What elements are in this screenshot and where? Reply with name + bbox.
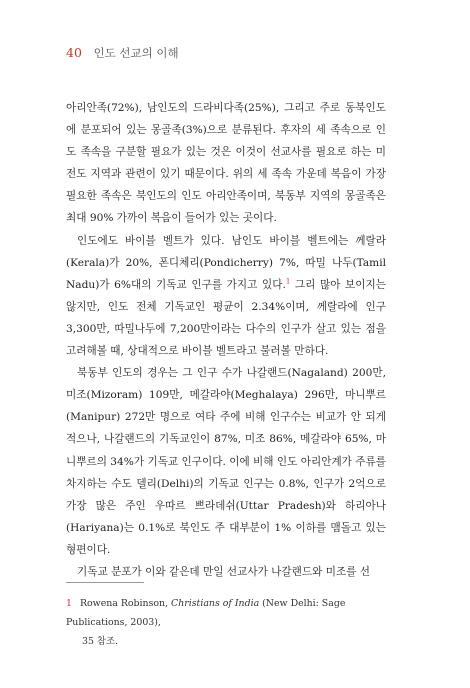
paragraph bbox=[66, 230, 386, 363]
paragraph: 아리안족(72%), 남인도의 드라비다족(25%), 그리고 주로 동북인도에 분포되어 있는 몽골족(3%)으로 분류된다. 후자의 세 족속으로 인도 족속을 구분할 필요가 있는 것은 이것이 선교사를 필요로 하는 미전도 지역과 관련이 있기 때문이다. 위의 세 족속 가운데 복음이 가장 필요한 족속은 북인도의 인도 아리안족이며, 북동부 지역의 몽골족은 최대 90% 가까이 복음이 들어가 있는 곳이다. bbox=[66, 102, 386, 225]
footnote-pages: 35 참조. bbox=[82, 636, 119, 647]
footnote-author: Rowena Robinson, bbox=[79, 598, 172, 609]
paragraph: 북동부 인도의 경우는 그 인구 수가 나갈랜드(Nagaland) 200만, 미조(Mizoram) 109만, 메갈라야(Meghalaya) 296만, 마니뿌르(Manipur) 272만 명으로 여타 주에 비해 인구수는 비교가 안 되게 적으나, 나갈랜드의 기독교인이 87%, 미조 86%, 메갈라야 65%, 마니뿌르의 34%가 기독교 인구이다. 이에 비해 인도 아리안계가 주류를 차지하는 수도 델리(Delhi)의 기독교 인구는 0.8%, 인구가 2억으로 가장 많은 주인 우따르 쁘라데쉬(Uttar Pradesh)와 하리아나(Hariyana)는 0.1%로 북인도 주 대부분이 1% 이하를 맴돌고 있는 형편이다. bbox=[66, 367, 386, 556]
paragraph-text: 인도에도 바이블 벨트가 있다. 남인도 바이블 벨트에는 께랄라(Kerala)가 20%, 폰디체리(Pondicherry) 7%, 따밀 나두(Tamil Nadu)가 6%대의 기독교 인구를 가지고 있다. bbox=[66, 234, 386, 291]
running-title: 인도 선교의 이해 bbox=[93, 46, 179, 60]
footnote-divider bbox=[66, 582, 144, 583]
paragraph: 기독교 분포가 이와 같은데 만일 선교사가 나갈랜드와 미조를 선 bbox=[77, 565, 371, 578]
footnote-reference[interactable]: 1 bbox=[285, 277, 291, 286]
running-head bbox=[66, 45, 179, 61]
footnote-title: Christians of India bbox=[171, 598, 260, 609]
page-number: 40 bbox=[66, 45, 82, 60]
footnote bbox=[66, 594, 388, 651]
footnote-number: 1 bbox=[66, 598, 72, 609]
body-text bbox=[66, 97, 386, 583]
paragraph-text: 그리 많아 보이지는 않지만, 인도 전체 기독교인 평균이 2.34%이며, 께랄라에 인구 3,300만, 따밀나두에 7,200만이라는 다수의 인구가 살고 있는 점을 고려해볼 때, 상대적으로 바이블 벨트라고 불러볼 만하다. bbox=[66, 278, 386, 358]
footnote-publication: (New Delhi: Sage Publications, 2003), bbox=[66, 598, 346, 628]
